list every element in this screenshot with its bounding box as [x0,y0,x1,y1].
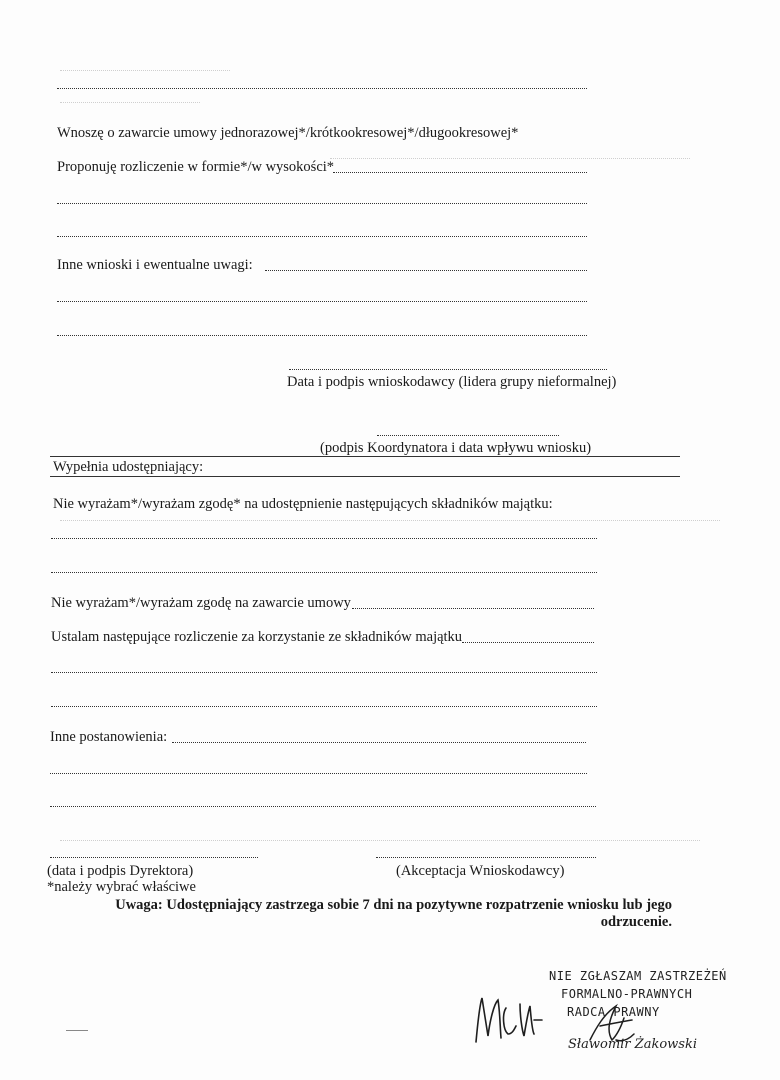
bleed-through-mark [60,102,200,103]
blank-line [50,806,596,807]
consent-contract-blank [352,608,594,609]
blank-line [51,538,597,539]
applicant-acceptance-label: (Akceptacja Wnioskodawcy) [396,863,565,879]
other-requests-text: Inne wnioski i ewentualne uwagi: [57,257,253,273]
settlement-blank [462,642,594,643]
choose-note: *należy wybrać właściwe [47,879,196,895]
other-decisions-blank [172,742,586,743]
other-decisions-text: Inne postanowienia: [50,729,168,745]
section-divider [50,456,680,457]
bleed-through-mark [60,70,230,71]
provider-section-heading: Wypełnia udostępniający: [53,459,204,475]
consent-assets-text: Nie wyrażam*/wyrażam zgodę* na udostępnienie następujących składników majątku: [53,496,553,512]
scan-mark [66,1030,88,1031]
bleed-through-mark [60,520,720,521]
settlement-proposal-blank [333,172,587,173]
agreement-type-text: Wnoszę o zawarcie umowy jednorazowej*/krótkookresowej*/długookresowej* [57,125,519,141]
blank-line [57,301,587,302]
stamp-line-2: FORMALNO-PRAWNYCH [561,987,693,1001]
stamp-name: Sławomir Żakowski [568,1037,697,1052]
other-requests-blank [265,270,587,271]
blank-line [51,672,597,673]
acceptance-signature-line [376,857,596,858]
consent-contract-text: Nie wyrażam*/wyrażam zgodę na zawarcie umowy [51,595,351,611]
blank-line [51,572,597,573]
blank-line [57,88,587,89]
bleed-through-mark [330,158,690,159]
blank-line [50,773,587,774]
stamp-line-1: NIE ZGŁASZAM ZASTRZEŻEŃ [549,969,727,983]
notice-line-1: Uwaga: Udostępniający zastrzega sobie 7 dni na pozytywne rozpatrzenie wniosku lub jego [115,897,672,913]
applicant-signature-line [289,369,607,370]
director-signature-line [50,857,258,858]
signature-stroke [590,1006,634,1041]
coordinator-signature-label: (podpis Koordynatora i data wpływu wniosku) [320,440,592,456]
coordinator-signature-line [377,435,559,436]
legal-counsel-handwritten-signature [586,1000,646,1048]
notice-line-2: odrzucenie. [600,914,672,930]
blank-line [51,706,597,707]
settlement-proposal-text: Proponuję rozliczenie w formie*/w wysokości* [57,159,335,175]
applicant-signature-label: Data i podpis wnioskodawcy (lidera grupy nieformalnej) [287,374,617,390]
blank-line [57,236,587,237]
director-signature-label: (data i podpis Dyrektora) [47,863,194,879]
signature-stroke [476,998,542,1042]
blank-line [57,335,587,336]
blank-line [57,203,587,204]
section-divider [50,476,680,477]
stamp-line-3: RADCA PRAWNY [567,1005,660,1019]
settlement-text: Ustalam następujące rozliczenie za korzystanie ze składników majątku [51,629,463,645]
bleed-through-mark [60,840,700,841]
director-handwritten-signature [470,990,550,1050]
